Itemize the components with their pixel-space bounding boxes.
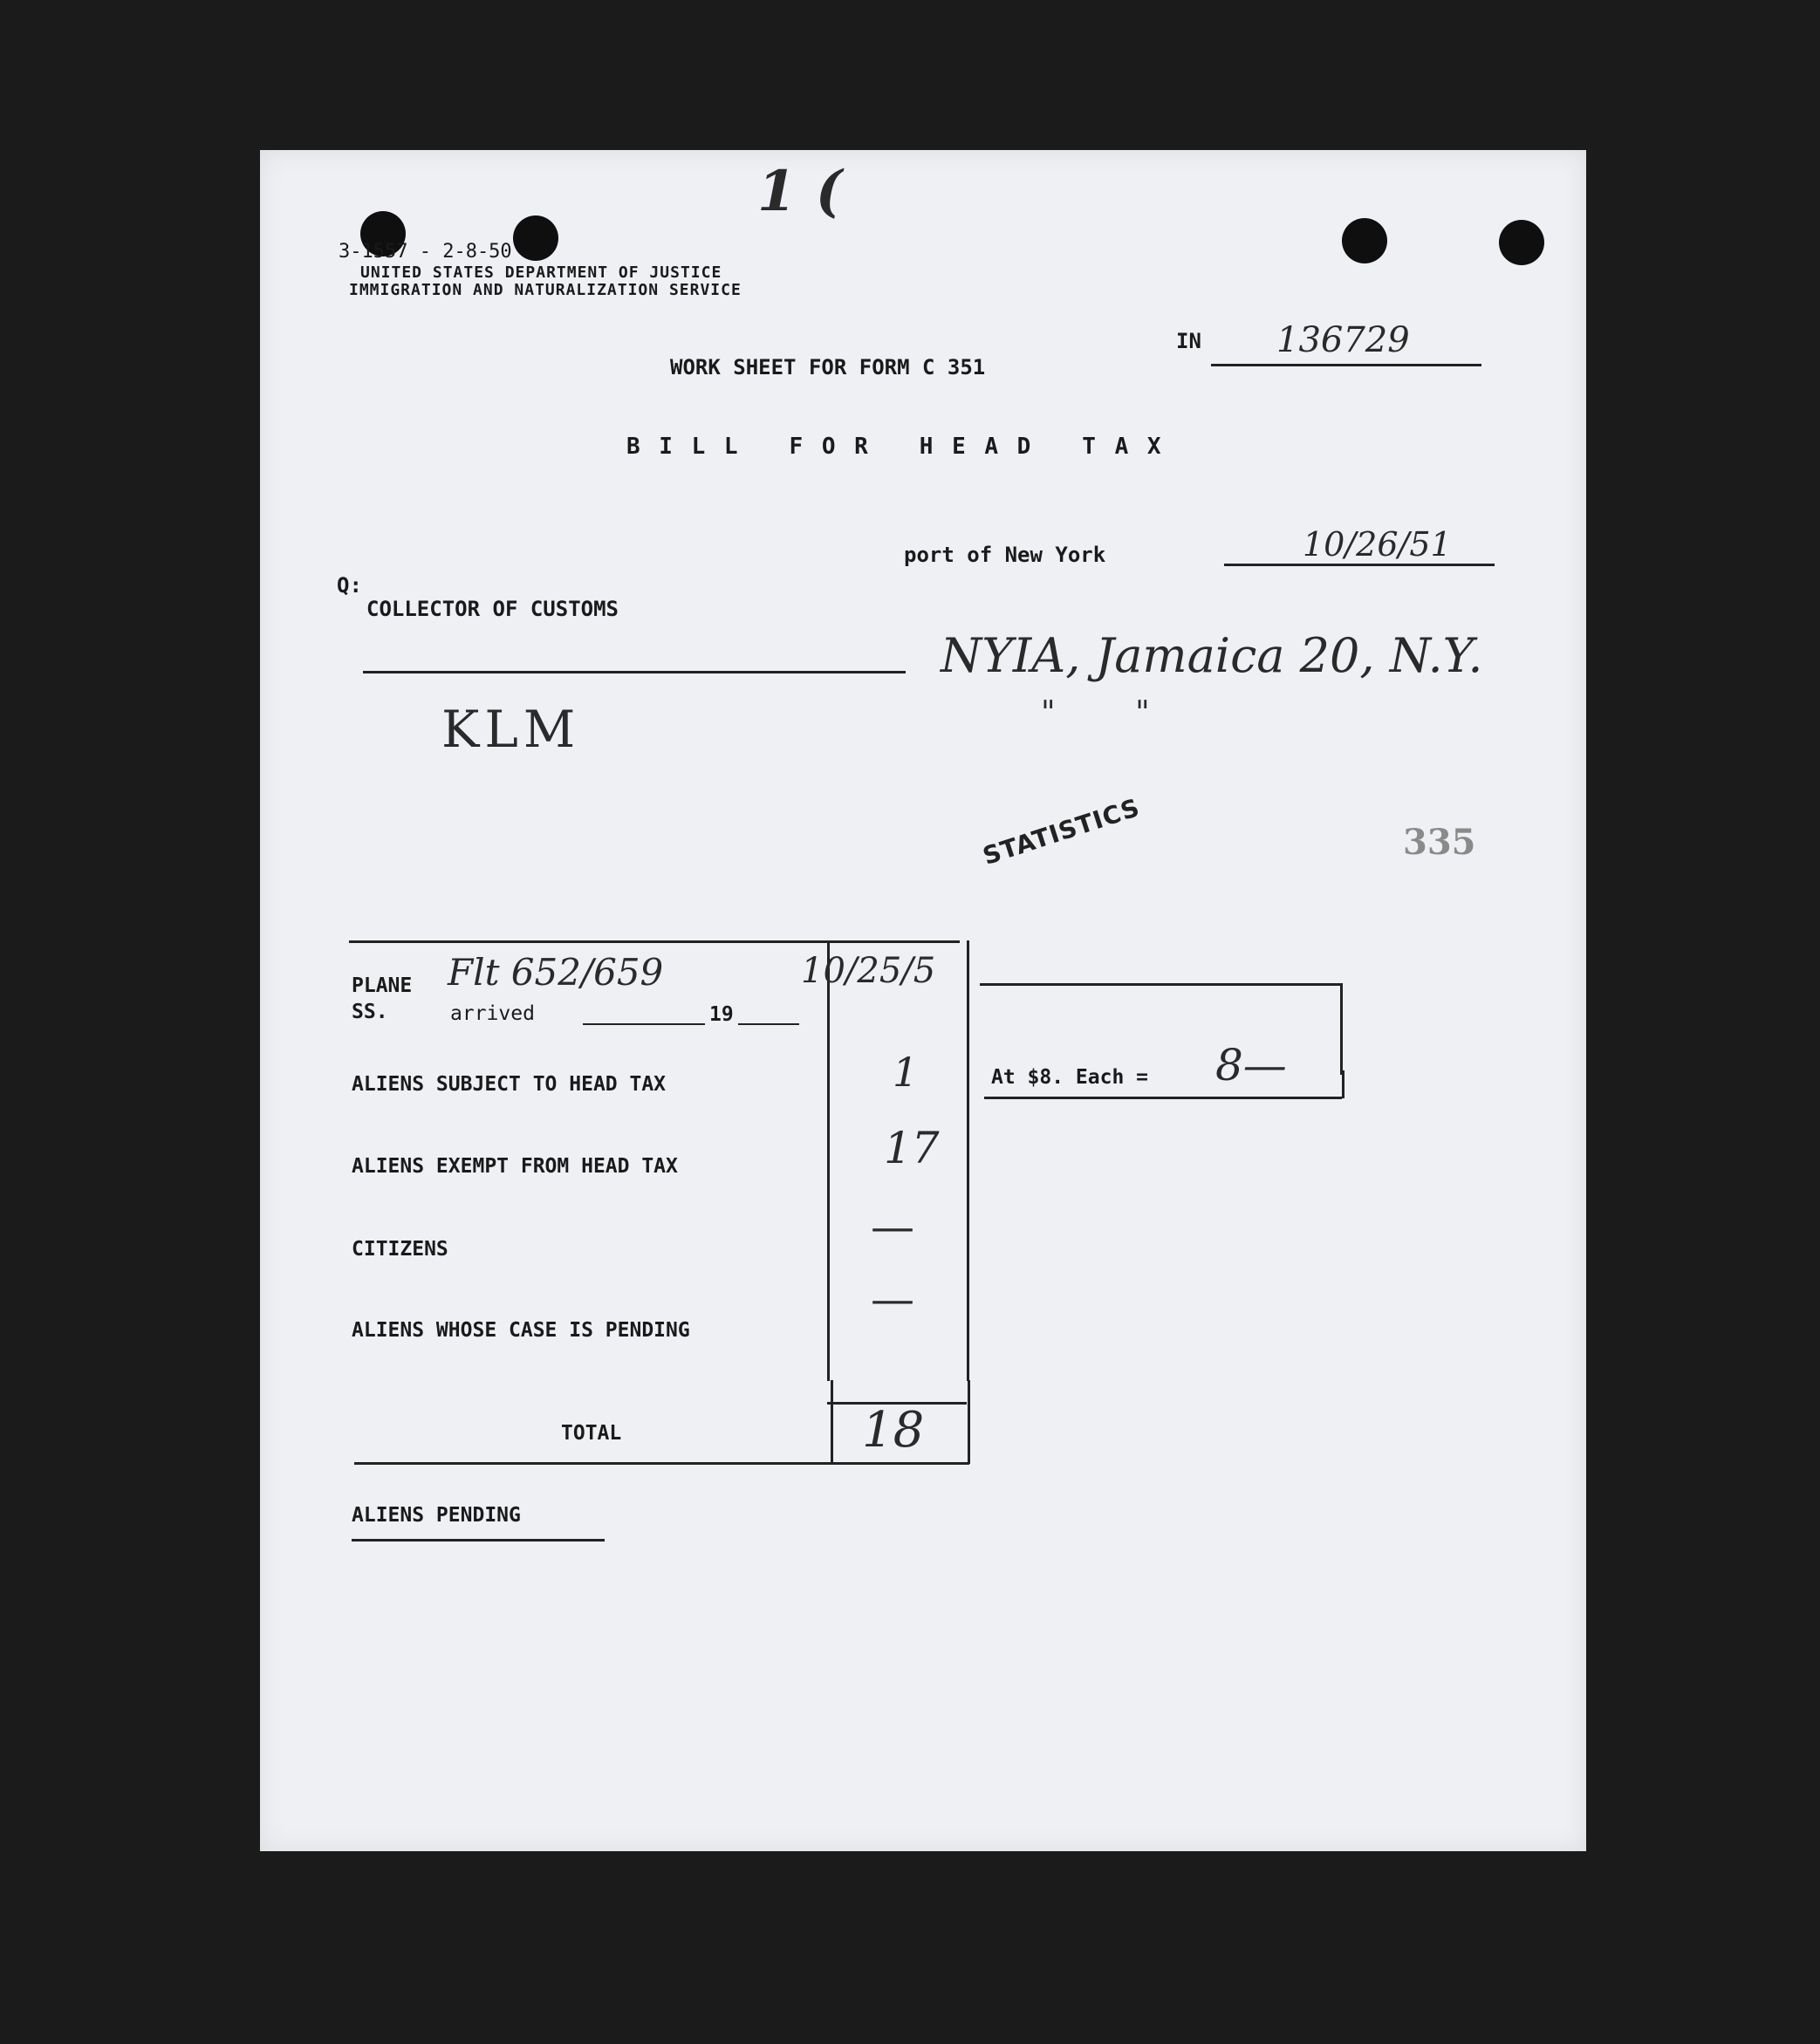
carrier-name: KLM [441,700,581,759]
rate-box-bottom [984,1097,1342,1099]
collector-label: COLLECTOR OF CUSTOMS [366,597,619,621]
ss-label: SS. [352,1001,388,1023]
table-inner-right-border [967,940,969,1381]
addressee-underline [363,671,906,673]
punch-hole [1499,220,1544,265]
rate-box-right [1340,983,1343,1075]
total-label: TOTAL [561,1422,622,1445]
rate-value: 8— [1215,1040,1287,1090]
arrived-underline [583,1023,705,1025]
aliens-pending-label: ALIENS PENDING [352,1504,521,1527]
punch-hole [513,215,558,261]
port-date-underline [1224,564,1495,566]
table-inner-left-border [827,940,830,1381]
table-inner-left-lower [831,1380,833,1464]
arrived-label: arrived [450,1002,535,1025]
row-value-exempt: 17 [884,1123,940,1173]
aliens-pending-underline [352,1539,605,1542]
total-value: 18 [862,1402,925,1459]
page-number: 335 [1403,822,1476,863]
agency-line-2: IMMIGRATION AND NATURALIZATION SERVICE [349,281,742,299]
agency-line-1: UNITED STATES DEPARTMENT OF JUSTICE [360,263,722,282]
row-value-subject: 1 [893,1049,919,1096]
row-label-citizens: CITIZENS [352,1238,448,1261]
year-underline [738,1023,799,1025]
row-label-pending: ALIENS WHOSE CASE IS PENDING [352,1319,690,1342]
row-value-citizens: — [871,1201,914,1252]
row-value-pending: — [871,1274,914,1324]
row-label-subject: ALIENS SUBJECT TO HEAD TAX [352,1073,667,1096]
rate-box-top [980,983,1342,986]
table-bottom-border [354,1462,969,1465]
table-top-border [349,940,960,943]
year-prefix: 19 [709,1003,734,1026]
in-number: 136729 [1276,320,1410,360]
row-label-exempt: ALIENS EXEMPT FROM HEAD TAX [352,1155,678,1178]
flight-number: Flt 652/659 [448,951,664,994]
rate-label: At $8. Each = [991,1066,1149,1089]
table-inner-right-lower [968,1380,970,1464]
form-number: 3-1557 - 2-8-50 [339,241,512,263]
plane-label: PLANE [352,974,413,997]
addressee-address: NYIA, Jamaica 20, N.Y. [941,628,1483,683]
work-sheet-title: WORK SHEET FOR FORM C 351 [670,355,986,379]
form-sheet [260,150,1586,1851]
top-mark: 1 ( [757,159,843,224]
rate-box-right-lower [1342,1070,1344,1098]
in-number-underline [1211,364,1481,366]
port-date: 10/26/51 [1303,525,1452,564]
to-mark: Q: [337,573,362,598]
ditto-marks: " " [1041,695,1150,731]
bill-title: B I L L F O R H E A D T A X [626,434,1164,460]
arrival-date: 10/25/5 [801,951,936,991]
punch-hole [1342,218,1387,263]
port-label: port of New York [904,543,1106,567]
statistics-stamp: STATISTICS [979,792,1144,872]
in-label: IN [1176,329,1201,353]
